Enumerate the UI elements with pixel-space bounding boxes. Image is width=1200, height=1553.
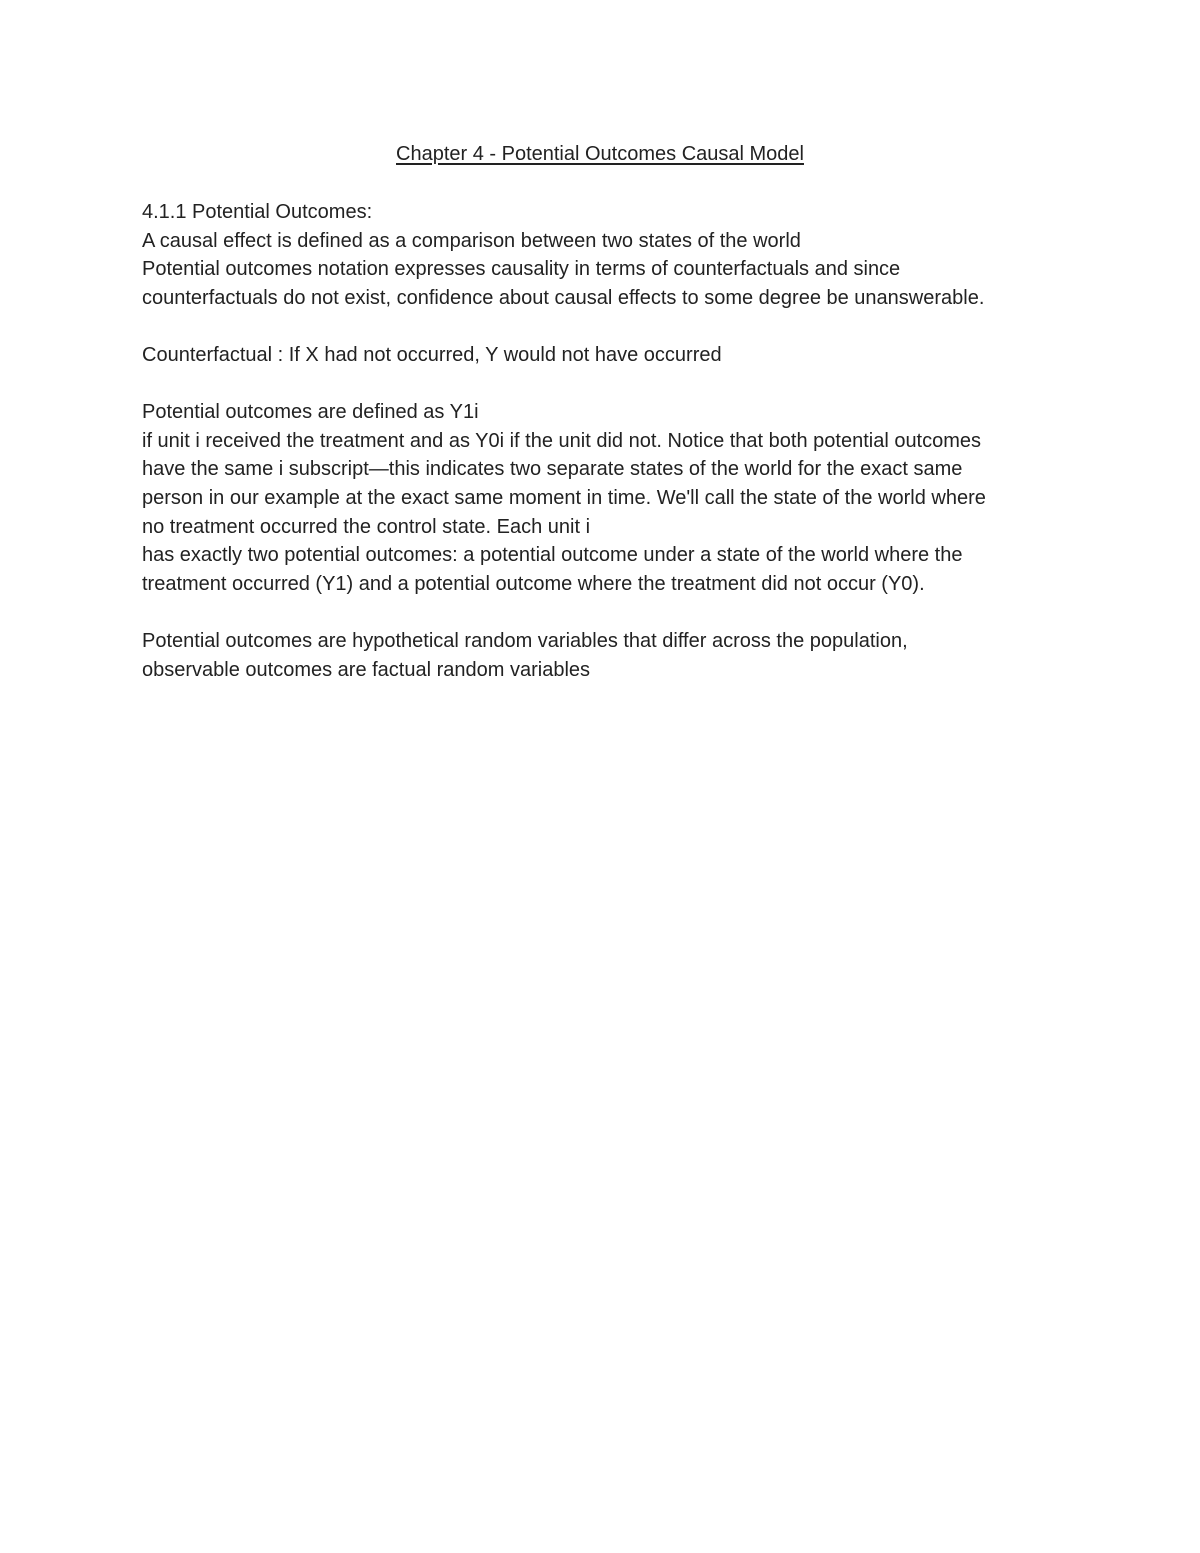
text-line: person in our example at the exact same moment in time. We'll call the state of the world where <box>142 486 986 509</box>
section-heading: 4.1.1 Potential Outcomes: <box>142 201 373 223</box>
text-line: treatment occurred (Y1) and a potential outcome where the treatment did not occur (Y0). <box>142 572 925 595</box>
text-line: if unit i received the treatment and as Y0i if the unit did not. Notice that both potential outcomes <box>142 429 982 452</box>
text-line: has exactly two potential outcomes: a potential outcome under a state of the world where the <box>142 544 963 567</box>
text-line: counterfactuals do not exist, confidence about causal effects to some degree be unanswerable. <box>142 286 985 309</box>
page-title: Chapter 4 - Potential Outcomes Causal Model <box>396 143 804 165</box>
text-line: no treatment occurred the control state. Each unit i <box>142 515 591 538</box>
document-body <box>142 198 1082 684</box>
paragraph-spacer <box>142 370 1082 399</box>
text-line: A causal effect is defined as a comparison between two states of the world <box>142 229 801 252</box>
text-line: Potential outcomes are hypothetical random variables that differ across the population, <box>142 629 908 652</box>
paragraph-spacer <box>142 598 1082 627</box>
counterfactual-definition: Counterfactual : If X had not occurred, Y would not have occurred <box>142 343 722 366</box>
text-line: Potential outcomes are defined as Y1i <box>142 401 479 424</box>
text-line: Potential outcomes notation expresses causality in terms of counterfactuals and since <box>142 258 901 281</box>
paragraph-spacer <box>142 312 1082 341</box>
text-line: have the same i subscript—this indicates two separate states of the world for the exact same <box>142 458 963 481</box>
text-line: observable outcomes are factual random variables <box>142 658 591 681</box>
